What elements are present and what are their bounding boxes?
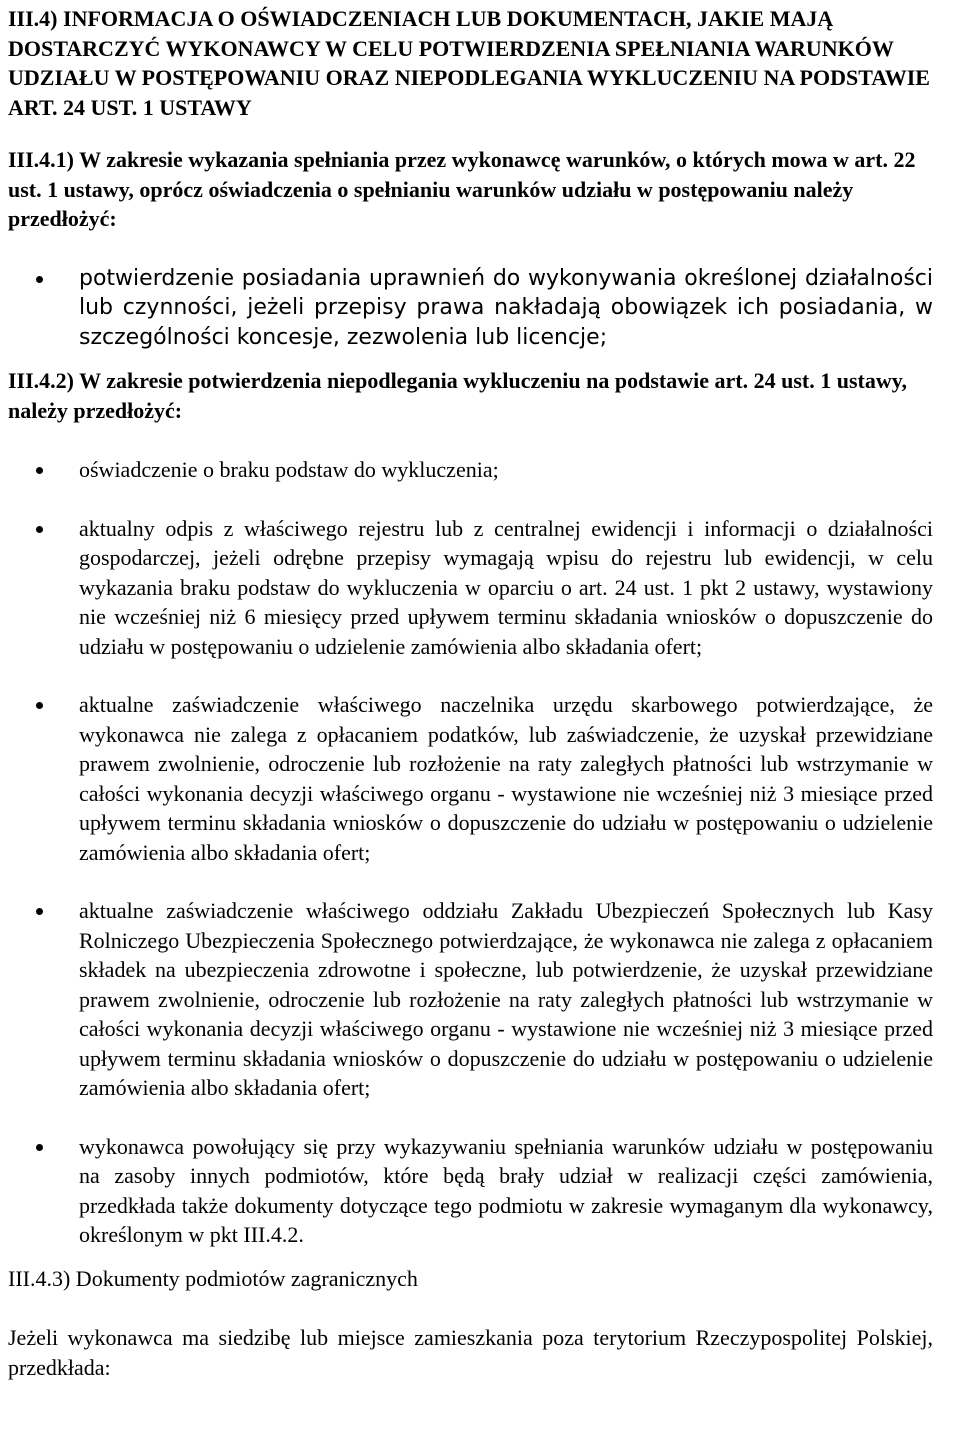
list-item xyxy=(8,514,933,662)
list-item-text: wykonawca powołujący się przy wykazywaniu spełniania warunków udziału w postępowaniu na zasoby innych podmiotów, które będą brały udział w realizacji części zamówienia, przedkłada także dokumenty dotyczące tego podmiotu w zakresie wymaganym dla wykonawcy, określonym w pkt III.4.2. xyxy=(79,1133,933,1247)
bullet-icon xyxy=(36,276,43,283)
section-heading: III.4) INFORMACJA O OŚWIADCZENIACH LUB DOKUMENTACH, JAKIE MAJĄ DOSTARCZYĆ WYKONAWCY W CELU POTWIERDZENIA SPEŁNIANIA WARUNKÓW UDZIAŁU W POSTĘPOWANIU ORAZ NIEPODLEGANIA WYKLUCZENIU NA PODSTAWIE ART. 24 UST. 1 USTAWY xyxy=(8,6,930,120)
list-item-text: aktualne zaświadczenie właściwego naczelnika urzędu skarbowego potwierdzające, że wykonawca nie zalega z opłacaniem podatków, lub zaświadczenie, że uzyskał przewidziane prawem zwolnienie, odroczenie lub rozłożenie na raty zaległych płatności lub wstrzymanie w całości wykonania decyzji właściwego organu - wystawione nie wcześniej niż 3 miesiące przed upływem terminu składania wniosków o dopuszczenie do udziału w postępowaniu o udzielenie zamówienia albo składania ofert; xyxy=(79,692,933,865)
list-item xyxy=(8,1132,933,1250)
list-item xyxy=(8,264,933,353)
subsection-2-heading: III.4.2) W zakresie potwierdzenia niepodlegania wykluczeniu na podstawie art. 24 ust. 1 ustawy, należy przedłożyć: xyxy=(8,368,908,423)
list-item-text: potwierdzenie posiadania uprawnień do wykonywania określonej działalności lub czynności, jeżeli przepisy prawa nakładają obowiązek ich posiadania, w szczególności koncesje, zezwolenia lub licencje; xyxy=(79,265,933,350)
bullet-icon xyxy=(36,702,43,709)
list-item-text: aktualne zaświadczenie właściwego oddziału Zakładu Ubezpieczeń Społecznych lub Kasy Rolniczego Ubezpieczenia Społecznego potwierdzające, że wykonawca nie zalega z opłacaniem składek na ubezpieczenia zdrowotne i społeczne, lub potwierdzenie, że uzyskał przewidziane prawem zwolnienie, odroczenie lub rozłożenie na raty zaległych płatności lub wstrzymanie w całości wykonania decyzji właściwego organu - wystawione nie wcześniej niż 3 miesiące przed upływem terminu składania wniosków o dopuszczenie do udziału w postępowaniu o udzielenie zamówienia albo składania ofert; xyxy=(79,898,933,1100)
bullet-icon xyxy=(36,1144,43,1151)
subsection-3-paragraph: Jeżeli wykonawca ma siedzibę lub miejsce zamieszkania poza terytorium Rzeczypospolitej Polskiej, przedkłada: xyxy=(8,1325,933,1380)
bullet-icon xyxy=(36,467,43,474)
subsection-2-list xyxy=(8,455,933,1250)
list-item-text: aktualny odpis z właściwego rejestru lub z centralnej ewidencji i informacji o działalności gospodarczej, jeżeli odrębne przepisy wymagają wpisu do rejestru lub ewidencji, w celu wykazania braku podstaw do wykluczenia w oparciu o art. 24 ust. 1 pkt 2 ustawy, wystawiony nie wcześniej niż 6 miesięcy przed upływem terminu składania wniosków o dopuszczenie do udziału w postępowaniu o udzielenie zamówienia albo składania ofert; xyxy=(79,515,933,659)
list-item xyxy=(8,690,933,867)
list-item-text: oświadczenie o braku podstaw do wykluczenia; xyxy=(79,457,499,482)
list-item xyxy=(8,455,933,485)
subsection-1-list xyxy=(8,264,933,353)
list-item xyxy=(8,896,933,1103)
subsection-3-heading: III.4.3) Dokumenty podmiotów zagranicznych xyxy=(8,1265,418,1291)
bullet-icon xyxy=(36,908,43,915)
bullet-icon xyxy=(36,526,43,533)
subsection-1-heading: III.4.1) W zakresie wykazania spełniania przez wykonawcę warunków, o których mowa w art. 22 ust. 1 ustawy, oprócz oświadczenia o spełnianiu warunków udziału w postępowaniu należy przedłożyć: xyxy=(8,147,916,231)
